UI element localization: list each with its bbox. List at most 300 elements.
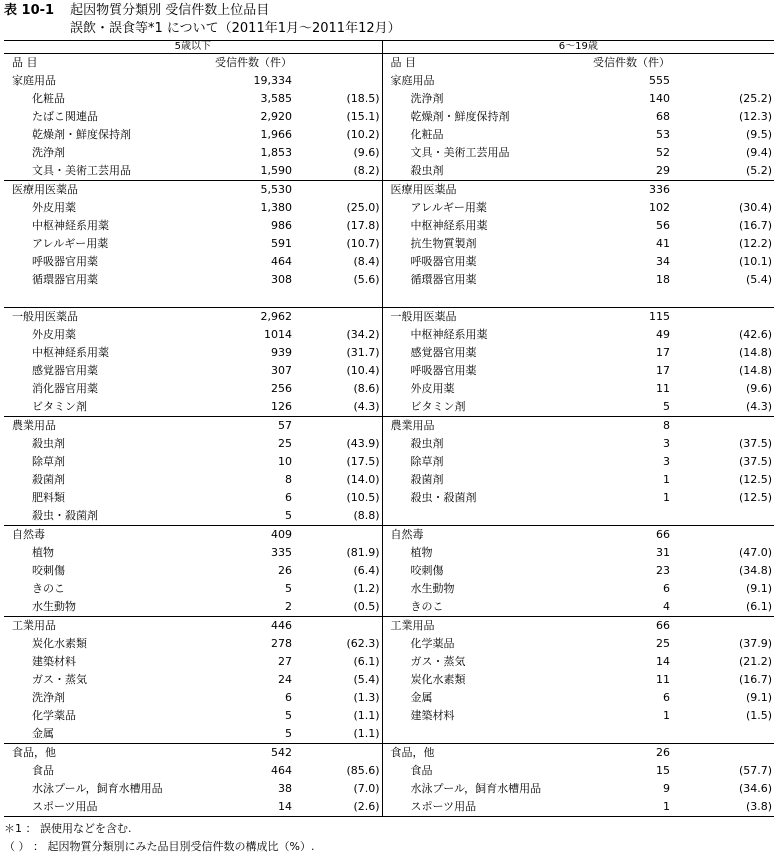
item-name: 外皮用薬 [32,201,76,214]
table-row [4,526,774,545]
percentage-value [292,289,382,308]
item-name: 化学薬品 [410,637,455,650]
count-value: 256 [271,382,292,395]
percentage-value: (62.3) [292,635,382,653]
percentage-value: (47.0) [738,546,773,559]
percentage-value: (10.5) [292,489,382,507]
count-value: 6 [285,691,292,704]
item-name: 肥料類 [32,491,65,504]
count-value: 464 [271,764,292,777]
count-value: 542 [184,744,292,763]
item-name: アレルギー用薬 [410,201,487,214]
table-row [4,707,774,725]
percentage-value [292,526,382,545]
category-name: 医療用医薬品 [4,181,184,200]
item-name: 感覚器官用薬 [410,346,477,359]
table-row [4,162,774,181]
item-name: 食品 [410,764,433,777]
percentage-value: (34.2) [292,326,382,344]
count-value: 1,853 [260,146,292,159]
count-value: 66 [562,617,670,636]
percentage-value: (6.1) [745,600,773,613]
item-name: ガス・蒸気 [32,673,87,686]
item-name: 外皮用薬 [410,382,455,395]
count-value: 29 [656,164,671,177]
table-row [4,398,774,417]
percentage-value: (85.6) [292,762,382,780]
item-name: 殺菌剤 [410,473,444,486]
item-name: スポーツ用品 [4,798,184,817]
percentage-value: (18.5) [292,90,382,108]
percentage-value: (10.7) [292,235,382,253]
count-value: 17 [656,346,671,359]
count-value: 4 [663,600,671,613]
count-value [562,289,670,308]
percentage-value [670,308,774,327]
count-value: 1 [663,709,671,722]
count-value: 19,334 [253,74,292,87]
count-value: 27 [278,655,292,668]
percentage-value: (9.6) [292,144,382,162]
percentage-value: (16.7) [738,673,773,686]
category-name [382,507,562,526]
item-name: 殺虫・殺菌剤 [410,491,477,504]
item-name: 咬刺傷 [410,564,444,577]
footnote: （ ） ： 起因物質分類別にみた品目別受信件数の構成比（%）. [4,840,315,853]
count-value: 26 [278,564,292,577]
item-name: 乾燥剤・鮮度保持剤 [32,128,131,141]
item-name: 建築材料 [410,709,455,722]
percentage-value: (43.9) [292,435,382,453]
table-row [4,181,774,200]
count-value: 66 [562,526,670,545]
count-value: 335 [271,546,292,559]
percentage-value: (1.5) [745,709,773,722]
count-value: 49 [656,328,671,341]
table-row [4,144,774,162]
percentage-value: (14.8) [738,364,773,377]
percentage-value: (17.8) [292,217,382,235]
category-name: 一般用医薬品 [382,308,562,327]
count-value: 307 [271,364,292,377]
item-name: 殺虫剤 [410,437,444,450]
percentage-value: (9.4) [745,146,773,159]
category-name: 工業用品 [382,617,562,636]
table-row [4,199,774,217]
percentage-value [670,289,774,308]
percentage-value: (10.2) [292,126,382,144]
percentage-value: (9.5) [745,128,773,141]
table-row [4,725,774,744]
count-value: 5 [285,709,292,722]
count-value: 25 [656,637,671,650]
item-name: 洗浄剤 [410,92,444,105]
count-value: 11 [656,673,671,686]
item-name: スポーツ用品 [382,798,562,817]
percentage-value: (34.6) [738,782,773,795]
count-value: 5 [285,727,292,740]
count-value: 24 [278,673,292,686]
item-name: 建築材料 [32,655,76,668]
item-name: たばこ関連品 [32,110,98,123]
item-name: 文具・美術工芸用品 [410,146,510,159]
percentage-value: (30.4) [738,201,773,214]
category-name: 農業用品 [4,417,184,436]
item-name: 咬刺傷 [32,564,65,577]
percentage-value: (5.4) [292,671,382,689]
item-name: 洗浄剤 [32,691,65,704]
count-value: 1 [663,491,671,504]
count-value [562,725,670,744]
item-name: 中枢神経系用薬 [32,219,109,232]
data-table [4,40,774,817]
table-row [4,126,774,144]
percentage-value: (37.5) [738,455,773,468]
table-number: 表 10-1 [4,3,55,18]
count-value: 1,590 [260,164,292,177]
table-row [4,653,774,671]
item-name: ビタミン剤 [410,400,466,413]
table-row [4,90,774,108]
footnote: ＊1 ： 誤使用などを含む. [4,822,132,835]
percentage-value: (1.1) [292,707,382,725]
count-value: 278 [271,637,292,650]
table-title-text: 起因物質分類別 受信件数上位品目 [70,3,270,18]
percentage-value: (1.3) [292,689,382,707]
percentage-value: (42.6) [738,328,773,341]
item-name: 水泳プール，飼育水槽用品 [410,782,542,795]
count-value: 17 [656,364,671,377]
table-subtitle: 誤飲・誤食等*1 について（2011年1月～2011年12月） [70,21,401,36]
count-value: 52 [656,146,671,159]
item-name: 殺虫剤 [32,437,65,450]
header-count: 受信件数（件） [593,56,671,69]
category-name: 一般用医薬品 [4,308,184,327]
percentage-value [292,308,382,327]
percentage-value: (8.6) [292,380,382,398]
percentage-value [670,417,774,436]
item-name: 循環器官用薬 [410,273,477,286]
category-name: 自然毒 [382,526,562,545]
item-name: 水泳プール，飼育水槽用品 [32,782,163,795]
count-value: 1,380 [260,201,292,214]
item-name: きのこ [410,600,444,613]
column-group-under-5: 5歳以下 [4,41,382,54]
count-value: 3 [663,437,671,450]
count-value: 2 [285,600,292,613]
percentage-value: (17.5) [292,453,382,471]
count-value: 1014 [264,328,292,341]
category-name: 農業用品 [382,417,562,436]
percentage-value: (9.1) [745,691,773,704]
count-value: 14 [184,798,292,817]
count-value: 15 [656,764,671,777]
item-name: 抗生物質製剤 [410,237,477,250]
item-name: ガス・蒸気 [410,655,466,668]
percentage-value: (1.2) [292,580,382,598]
table-row [4,72,774,90]
count-value: 31 [656,546,671,559]
count-value: 336 [562,181,670,200]
table-row [4,253,774,271]
percentage-value: (25.0) [292,199,382,217]
percentage-value: (8.8) [292,507,382,526]
table-row [4,308,774,327]
item-name: ビタミン剤 [32,400,87,413]
count-value: 5 [285,509,292,522]
percentage-value: (34.8) [738,564,773,577]
count-value [562,507,670,526]
item-name: 金属 [410,691,433,704]
item-name: 中枢神経系用薬 [32,346,109,359]
table-row [4,417,774,436]
percentage-value: (0.5) [292,598,382,617]
count-value: 446 [184,617,292,636]
percentage-value: (9.1) [745,582,773,595]
percentage-value: (10.4) [292,362,382,380]
count-value: 9 [663,782,671,795]
count-value: 3 [663,455,671,468]
table-row [4,344,774,362]
table-row [4,780,774,798]
header-item: 品 目 [12,56,38,69]
count-value: 1 [663,473,671,486]
table-row [4,544,774,562]
item-name: 呼吸器官用薬 [410,364,477,377]
table-row [4,326,774,344]
item-name: 洗浄剤 [32,146,65,159]
column-group-6-19: 6～19歳 [382,41,774,54]
percentage-value: (5.6) [292,271,382,289]
count-value: 57 [184,417,292,436]
item-name: アレルギー用薬 [32,237,109,250]
percentage-value: (10.1) [738,255,773,268]
item-name: 植物 [32,546,54,559]
percentage-value: (81.9) [292,544,382,562]
count-value: 56 [656,219,671,232]
count-value: 53 [656,128,671,141]
percentage-value: (4.3) [292,398,382,417]
count-value: 38 [278,782,292,795]
count-value: 464 [271,255,292,268]
count-value: 10 [278,455,292,468]
percentage-value: (57.7) [738,764,773,777]
column-header-row [4,54,774,73]
percentage-value: (6.1) [292,653,382,671]
item-name: 文具・美術工芸用品 [32,164,131,177]
count-value: 308 [271,273,292,286]
table-row [4,562,774,580]
table-row [4,580,774,598]
category-name: 家庭用品 [390,74,435,87]
count-value: 409 [184,526,292,545]
count-value: 2,920 [260,110,292,123]
table-row [4,689,774,707]
count-value: 986 [271,219,292,232]
percentage-value: (12.3) [738,110,773,123]
column-group-header-row [4,41,774,54]
count-value: 8 [562,417,670,436]
count-value: 115 [562,308,670,327]
count-value: 5,530 [184,181,292,200]
table-row [4,744,774,763]
table-row [4,271,774,289]
item-name: 炭化水素類 [410,673,466,686]
count-value: 26 [562,744,670,763]
category-name [382,289,562,308]
percentage-value [292,417,382,436]
category-name [382,725,562,744]
percentage-value: (8.2) [292,162,382,181]
count-value: 41 [656,237,671,250]
table-row [4,598,774,617]
item-name: 化粧品 [410,128,444,141]
category-name: 医療用医薬品 [382,181,562,200]
item-name: 植物 [410,546,433,559]
item-name: 食品 [32,764,54,777]
percentage-value: (1.1) [292,725,382,744]
percentage-value: (12.5) [738,473,773,486]
count-value: 6 [663,582,671,595]
percentage-value: (14.0) [292,471,382,489]
percentage-value: (21.2) [738,655,773,668]
percentage-value [670,744,774,763]
count-value: 18 [656,273,671,286]
item-name: 外皮用薬 [32,328,76,341]
table-row [4,798,774,817]
item-name: 水生動物 [32,600,76,613]
count-value [184,289,292,308]
percentage-value: (2.6) [292,798,382,817]
percentage-value [292,181,382,200]
count-value: 68 [656,110,671,123]
count-value: 6 [285,491,292,504]
category-name: 食品，他 [382,744,562,763]
count-value: 555 [649,74,671,87]
table-row [4,489,774,507]
table-title [4,2,269,20]
item-name: 呼吸器官用薬 [32,255,98,268]
percentage-value: (6.4) [292,562,382,580]
count-value: 5 [663,400,671,413]
table-row [4,635,774,653]
item-name: 炭化水素類 [32,637,87,650]
percentage-value: (5.4) [745,273,773,286]
percentage-value [292,72,382,90]
count-value: 5 [285,582,292,595]
item-name: 呼吸器官用薬 [410,255,477,268]
item-name: 殺虫剤 [410,164,444,177]
percentage-value: (9.6) [745,382,773,395]
percentage-value: (37.9) [738,637,773,650]
count-value: 102 [649,201,671,214]
table-row [4,617,774,636]
count-value: 34 [656,255,671,268]
percentage-value: (14.8) [738,346,773,359]
count-value: 25 [278,437,292,450]
item-name: 除草剤 [32,455,65,468]
table-row [4,235,774,253]
percentage-value [670,181,774,200]
item-name: 金属 [32,727,54,740]
category-name [4,289,184,308]
category-name: 家庭用品 [12,74,56,87]
table-row [4,289,774,308]
count-value: 11 [656,382,671,395]
percentage-value: (31.7) [292,344,382,362]
count-value: 8 [285,473,292,486]
percentage-value: (25.2) [738,92,773,105]
item-name: 感覚器官用薬 [32,364,98,377]
item-name: 化学薬品 [32,709,76,722]
count-value: 3,585 [260,92,292,105]
percentage-value [670,507,774,526]
count-value: 591 [271,237,292,250]
count-value: 23 [656,564,671,577]
item-name: 化粧品 [32,92,65,105]
count-value: 126 [271,400,292,413]
table-row [4,471,774,489]
item-name: 殺虫・殺菌剤 [32,509,98,522]
count-value: 1 [562,798,670,817]
percentage-value: (16.7) [738,219,773,232]
count-value: 14 [656,655,671,668]
item-name: 水生動物 [410,582,455,595]
percentage-value: (37.5) [738,437,773,450]
percentage-value: (3.8) [670,798,774,817]
item-name: 中枢神経系用薬 [410,219,488,232]
table-row [4,762,774,780]
percentage-value [670,725,774,744]
header-count: 受信件数（件） [215,56,292,69]
percentage-value: (15.1) [292,108,382,126]
percentage-value: (12.2) [738,237,773,250]
item-name: 消化器官用薬 [32,382,98,395]
item-name: 中枢神経系用薬 [410,328,488,341]
table-row [4,362,774,380]
count-value: 1,966 [260,128,292,141]
count-value: 140 [649,92,671,105]
percentage-value: (5.2) [745,164,773,177]
item-name: 循環器官用薬 [32,273,98,286]
percentage-value [670,526,774,545]
category-name: 食品，他 [4,744,184,763]
percentage-value: (8.4) [292,253,382,271]
item-name: 殺菌剤 [32,473,65,486]
table-row [4,453,774,471]
count-value: 2,962 [184,308,292,327]
percentage-value [670,617,774,636]
count-value: 939 [271,346,292,359]
percentage-value: (12.5) [738,491,773,504]
count-value: 6 [663,691,671,704]
percentage-value: (4.3) [745,400,773,413]
item-name: 乾燥剤・鮮度保持剤 [410,110,510,123]
category-name: 自然毒 [4,526,184,545]
header-item: 品 目 [390,56,417,69]
table-row [4,507,774,526]
category-name: 工業用品 [4,617,184,636]
percentage-value [292,617,382,636]
table-row [4,435,774,453]
item-name: きのこ [32,582,65,595]
percentage-value [292,744,382,763]
percentage-value [670,72,774,90]
table-row [4,380,774,398]
item-name: 除草剤 [410,455,444,468]
table-row [4,671,774,689]
table-row [4,108,774,126]
